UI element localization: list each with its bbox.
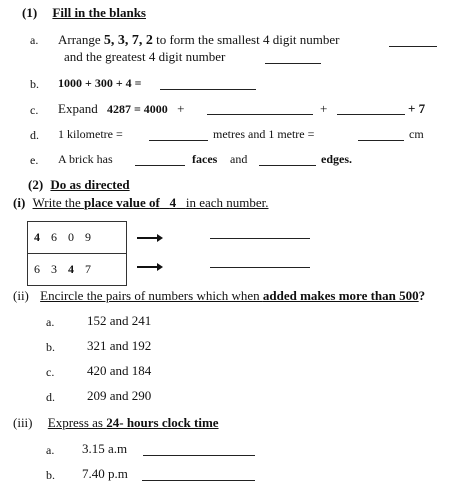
part2-roman: (ii) <box>13 288 29 303</box>
section1-heading <box>22 5 146 21</box>
blank-d1[interactable] <box>149 140 208 141</box>
digit: 0 <box>68 230 75 244</box>
part2-opt-label: c. <box>46 365 55 379</box>
part2-line <box>13 288 425 304</box>
blank-e1[interactable] <box>135 165 185 166</box>
section2-heading <box>28 177 130 193</box>
part2-text <box>40 288 419 303</box>
item-a-line2: and the greatest 4 digit number <box>64 49 226 64</box>
part3-text <box>48 415 219 430</box>
blank-d2[interactable] <box>358 140 404 141</box>
blank-a2[interactable] <box>265 63 321 64</box>
blank-iii-a[interactable] <box>143 455 255 456</box>
item-d-pre: 1 kilometre = <box>58 127 123 141</box>
part2-opt-value[interactable]: 321 and 192 <box>87 338 152 353</box>
blank-a1[interactable] <box>389 46 437 47</box>
item-a-post: to form the smallest 4 digit number <box>152 32 340 47</box>
item-a-label: a. <box>30 33 39 47</box>
part2-opt-value[interactable]: 420 and 184 <box>87 363 152 378</box>
digit: 9 <box>85 230 92 244</box>
part1-text-pre: Write the <box>32 195 84 210</box>
item-d-tail: cm <box>409 127 424 141</box>
item-b-label: b. <box>30 77 39 91</box>
part1-text-digit: 4 <box>169 195 177 210</box>
item-a-line1 <box>58 32 340 49</box>
digit: 4 <box>68 262 75 276</box>
item-a-nums: 5, 3, 7, 2 <box>103 33 153 48</box>
part1-text-post: in each number. <box>185 195 269 210</box>
item-e-label: e. <box>30 153 39 167</box>
blank-pv1[interactable] <box>210 238 310 239</box>
section2-title: Do as directed <box>50 177 130 192</box>
part2-text-bold: added makes more than 500 <box>262 288 419 303</box>
place-value-cell <box>28 222 127 254</box>
part1-text-bold: place value of <box>84 195 160 210</box>
place-value-cell <box>28 254 127 286</box>
blank-c2[interactable] <box>337 114 405 115</box>
part3-roman: (iii) <box>13 415 33 430</box>
item-a-pre: Arrange <box>58 32 104 47</box>
item-e-faces: faces <box>192 152 218 166</box>
place-value-table <box>27 221 127 286</box>
item-c-line <box>58 101 184 117</box>
part2-opt-value[interactable]: 209 and 290 <box>87 388 152 403</box>
item-b-expr: 1000 + 300 + 4 = <box>58 76 142 90</box>
blank-c1[interactable] <box>207 114 313 115</box>
item-e-and: and <box>230 152 248 166</box>
blank-e2[interactable] <box>259 165 316 166</box>
part1-roman: (i) <box>13 195 26 210</box>
blank-b[interactable] <box>160 89 256 90</box>
arrow-right-icon <box>137 263 163 271</box>
digit: 4 <box>34 230 41 244</box>
part3-text-bold: 24- hours clock time <box>106 415 219 430</box>
part2-opt-label: d. <box>46 390 55 404</box>
item-c-plus1: + <box>177 101 185 116</box>
item-d-mid: metres and 1 metre = <box>213 127 315 141</box>
item-c-tail: + 7 <box>408 101 426 116</box>
part2-opt-value[interactable]: 152 and 241 <box>87 313 152 328</box>
arrow-right-icon <box>137 234 163 242</box>
part3-line <box>13 415 219 431</box>
section1-number: (1) <box>22 5 38 20</box>
section1-title: Fill in the blanks <box>52 5 146 20</box>
part2-text-end: ? <box>418 288 426 303</box>
part2-opt-label: a. <box>46 315 55 329</box>
digit: 6 <box>34 262 41 276</box>
part3-opt-label: b. <box>46 468 55 482</box>
blank-pv2[interactable] <box>210 267 310 268</box>
part3-text-pre: Express as <box>47 415 107 430</box>
item-c-pre: Expand <box>58 101 101 116</box>
item-d-label: d. <box>30 128 39 142</box>
place-value-row <box>28 254 127 286</box>
part1-line <box>13 195 269 211</box>
section2-number: (2) <box>28 177 44 192</box>
item-c-plus2: + <box>320 101 328 116</box>
digit: 3 <box>51 262 58 276</box>
item-c-label: c. <box>30 103 39 117</box>
item-e-pre: A brick has <box>58 152 113 166</box>
place-value-row <box>28 222 127 254</box>
part3-opt-label: a. <box>46 443 55 457</box>
part3-opt-value: 7.40 p.m <box>82 466 128 481</box>
digit: 6 <box>51 230 58 244</box>
part2-opt-label: b. <box>46 340 55 354</box>
blank-iii-b[interactable] <box>142 480 255 481</box>
part3-opt-value: 3.15 a.m <box>82 441 128 456</box>
digit: 7 <box>85 262 92 276</box>
item-c-expr: 4287 = 4000 <box>106 102 168 116</box>
part2-text-pre: Encircle the pairs of numbers which when <box>40 288 263 303</box>
part1-text <box>33 195 269 210</box>
item-e-tail: edges. <box>321 152 352 166</box>
